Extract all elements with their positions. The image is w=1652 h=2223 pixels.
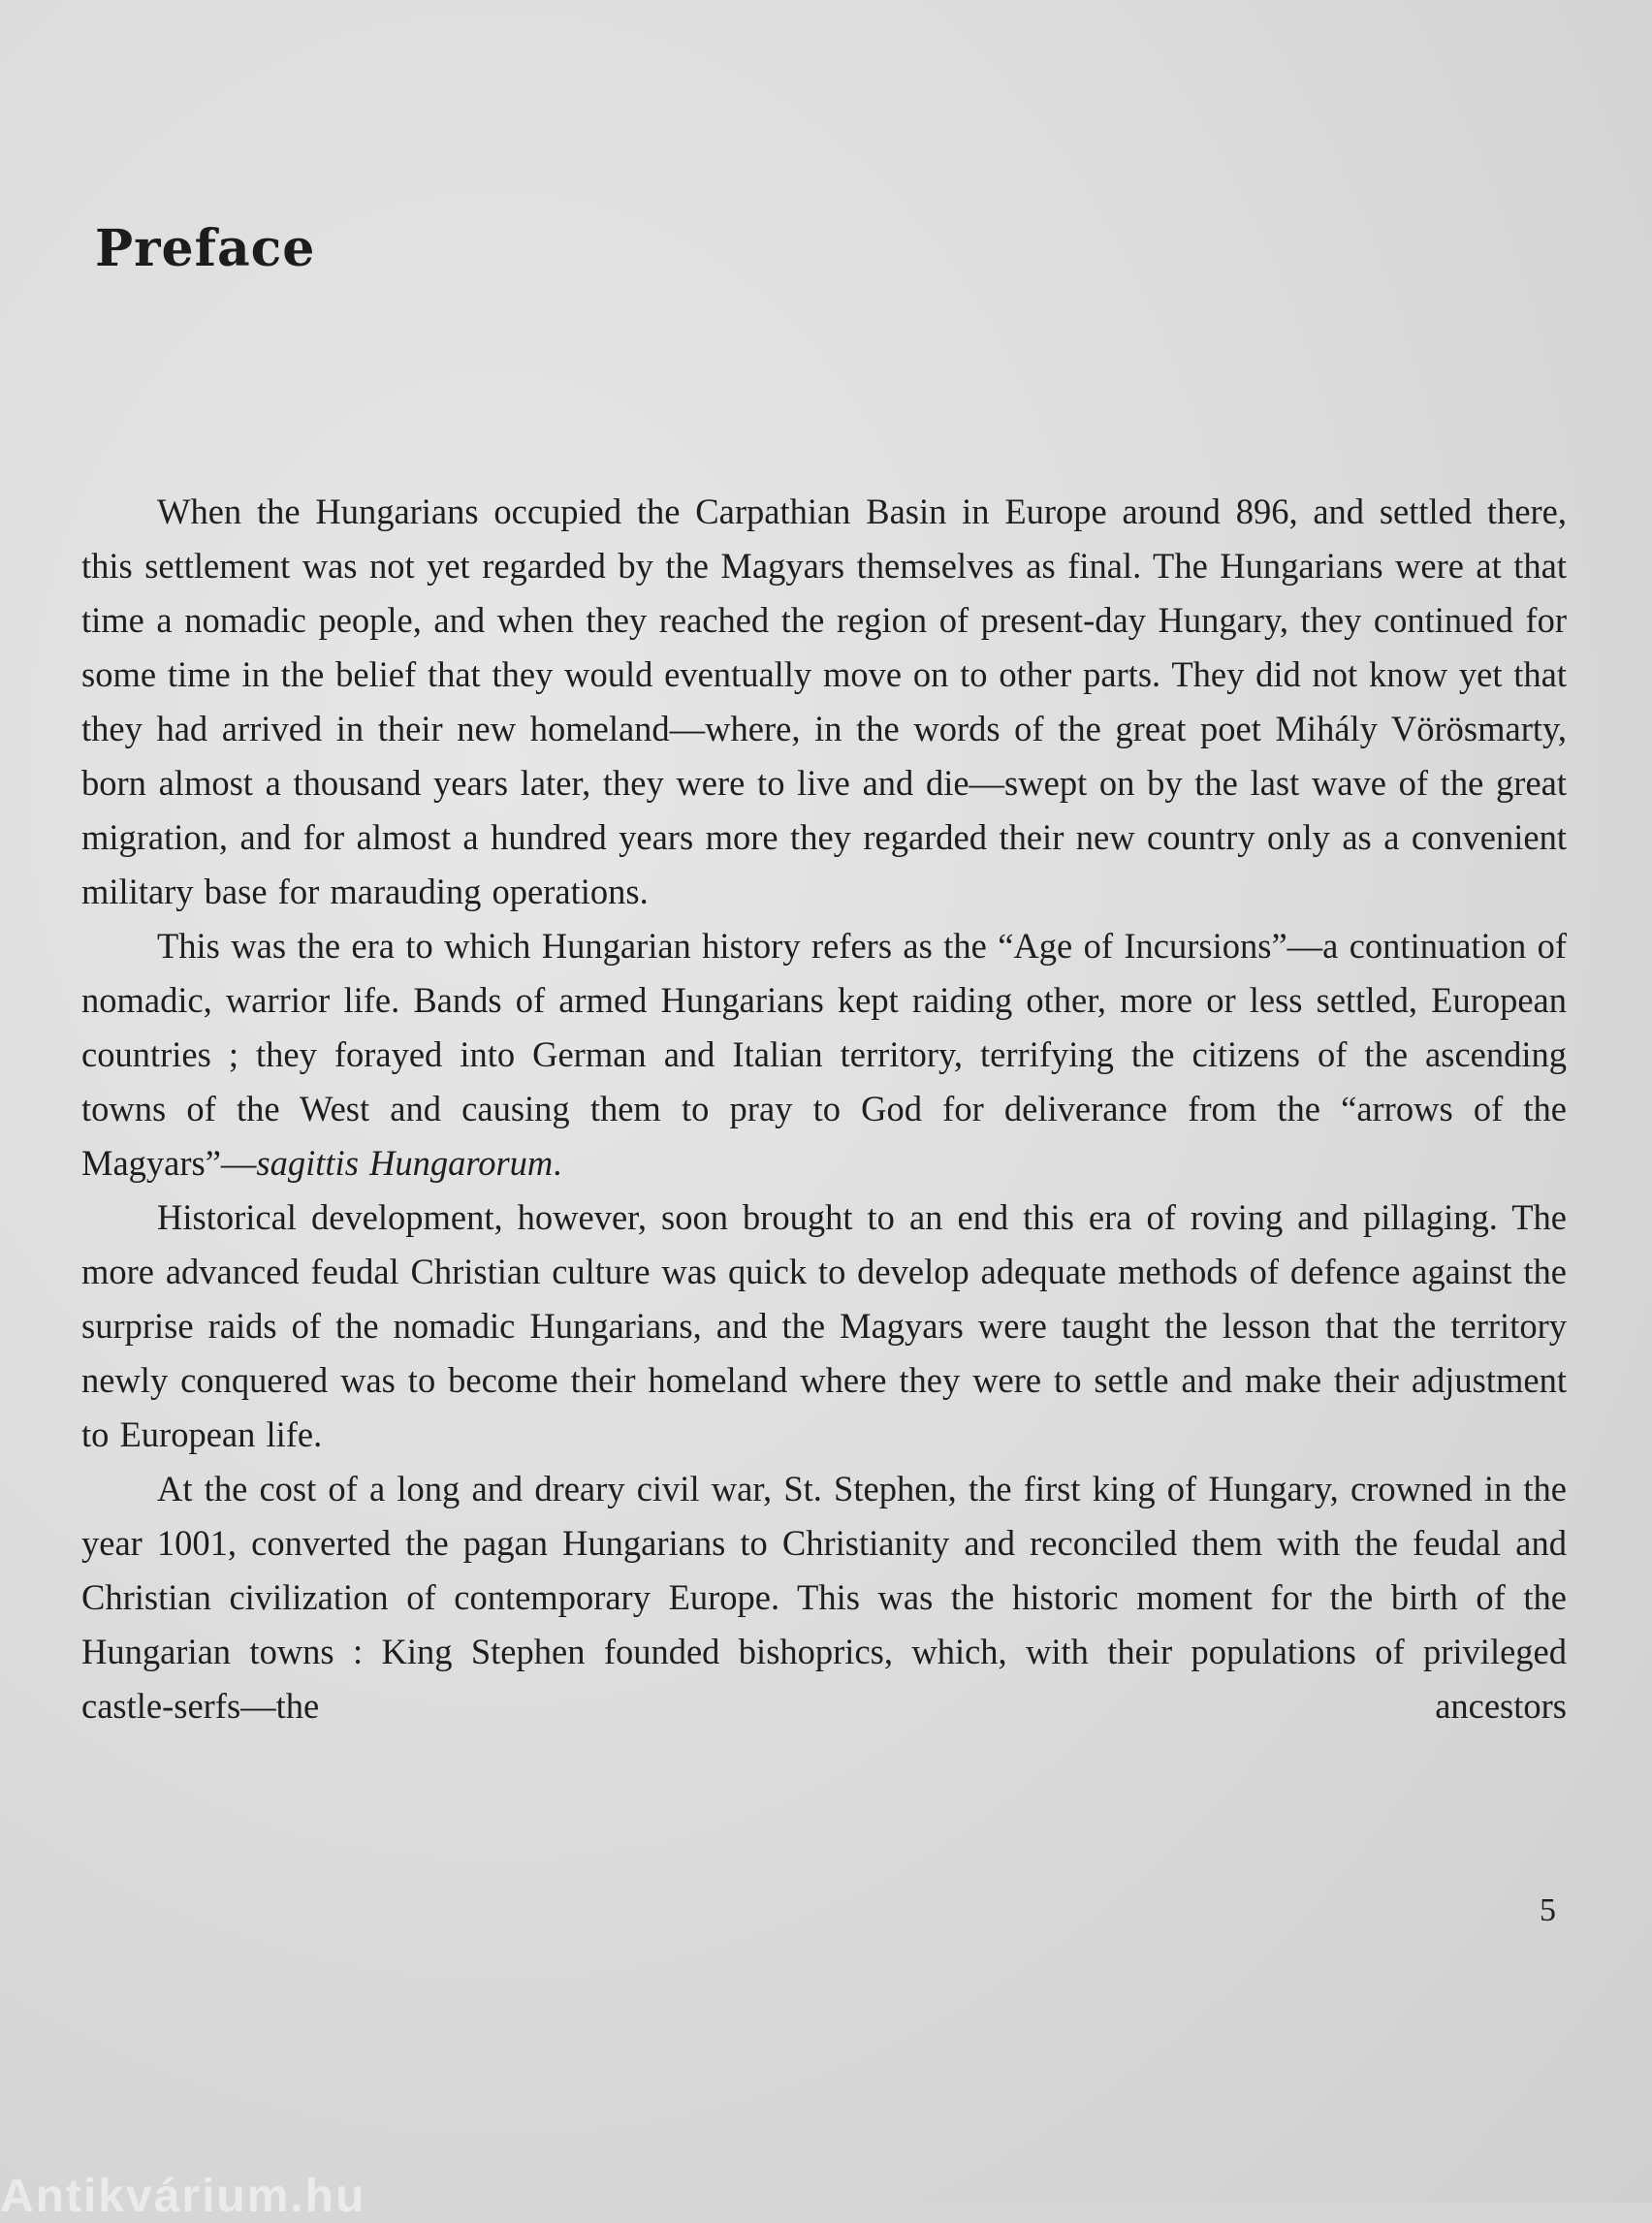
paragraph	[81, 485, 1567, 919]
body-text	[81, 485, 1567, 1733]
latin-phrase: sagittis Hungarorum	[256, 1143, 554, 1183]
paragraph-text-end: .	[553, 1143, 562, 1183]
paragraph	[81, 1462, 1567, 1733]
paragraph	[81, 1191, 1567, 1462]
paragraph-text: When the Hungarians occupied the Carpathian Basin in Europe around 896, and settled there, this settlement was not yet regarded by the Magyars themselves as final. The Hungarians were at that time a nomadic people, and when they reached the region of present-day Hungary, they continued for some time in the belief that they would eventually move on to other parts. They did not know yet that they had arrived in their new homeland—where, in the words of the great poet Mihály Vörösmarty, born almost a thousand years later, they were to live and die—swept on by the last wave of the great migration, and for almost a hundred years more they regarded their new country only as a convenient military base for marauding operations.	[81, 492, 1567, 911]
paragraph-text: This was the era to which Hungarian history refers as the “Age of Incursions”—a continuation of nomadic, warrior life. Bands of armed Hungarians kept raiding other, more or less settled, European countries ; they forayed into German and Italian territory, terrifying the citizens of the ascending towns of the West and causing them to pray to God for deliverance from the “arrows of the Magyars”—	[81, 926, 1567, 1183]
paragraph-text: Historical development, however, soon brought to an end this era of roving and pillaging. The more advanced feudal Christian culture was quick to develop adequate methods of defence against the surprise raids of the nomadic Hungarians, and the Magyars were taught the lesson that the territory newly conquered was to become their homeland where they were to settle and make their adjustment to European life.	[81, 1197, 1567, 1454]
watermark: Antikvárium.hu	[0, 2171, 366, 2222]
paragraph-text: At the cost of a long and dreary civil war, St. Stephen, the first king of Hungary, crowned in the year 1001, converted the pagan Hungarians to Christianity and reconciled them with the feudal and Christian civilization of contemporary Europe. This was the historic moment for the birth of the Hungarian towns : King Stephen founded bishoprics, which, with their populations of privileged castle-serfs—the ancestors	[81, 1469, 1567, 1726]
paragraph	[81, 919, 1567, 1191]
page-title: Preface	[95, 219, 316, 278]
page-number: 5	[1540, 1892, 1556, 1928]
